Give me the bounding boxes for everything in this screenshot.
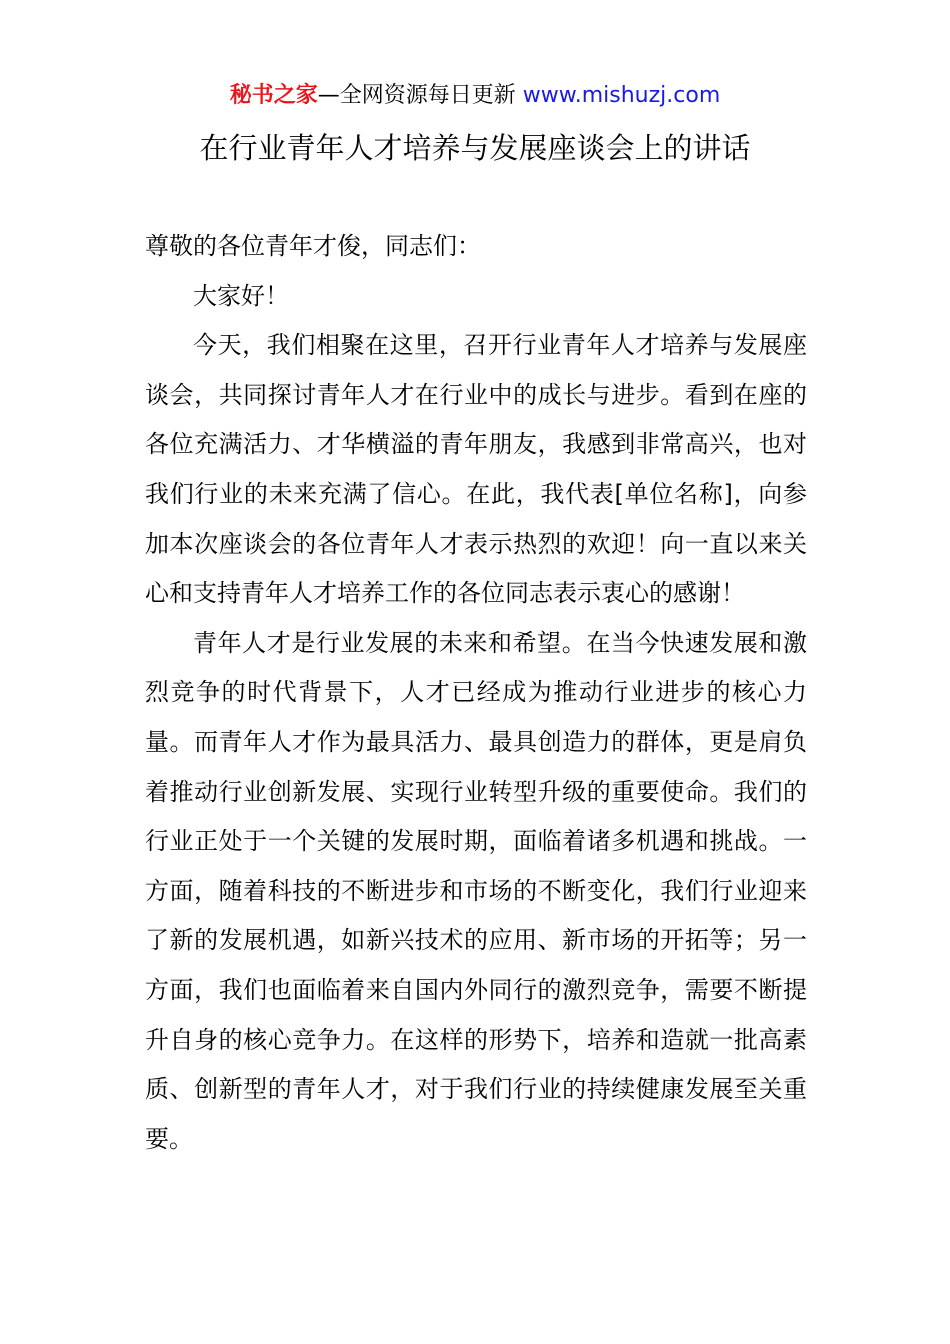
site-header <box>0 80 950 112</box>
salutation: 尊敬的各位青年才俊，同志们： <box>145 232 481 260</box>
document-body <box>145 222 807 1164</box>
document-title: 在行业青年人才培养与发展座谈会上的讲话 <box>199 131 751 165</box>
paragraph: 青年人才是行业发展的未来和希望。在当今快速发展和激烈竞争的时代背景下，人才已经成为推动行业进步的核心力量。而青年人才作为最具活力、最具创造力的群体，更是肩负着推动行业创新发展、实现行业转型升级的重要使命。我们的行业正处于一个关键的发展时期，面临着诸多机遇和挑战。一方面，随着科技的不断进步和市场的不断变化，我们行业迎来了新的发展机遇，如新兴技术的应用、新市场的开拓等；另一方面，我们也面临着来自国内外同行的激烈竞争，需要不断提升自身的核心竞争力。在这样的形势下，培养和造就一批高素质、创新型的青年人才，对于我们行业的持续健康发展至关重要。 <box>145 628 807 1153</box>
site-url-link[interactable]: www.mishuzj.com <box>522 83 721 108</box>
site-brand: 秘书之家 <box>229 83 318 108</box>
paragraph: 大家好！ <box>193 281 289 310</box>
site-slogan: —全网资源每日更新 <box>317 83 516 108</box>
paragraph: 今天，我们相聚在这里，召开行业青年人才培养与发展座谈会，共同探讨青年人才在行业中的成长与进步。看到在座的各位充满活力、才华横溢的青年朋友，我感到非常高兴，也对我们行业的未来充满了信心。在此，我代表[单位名称]，向参加本次座谈会的各位青年人才表示热烈的欢迎！向一直以来关心和支持青年人才培养工作的各位同志表示衷心的感谢！ <box>145 331 807 608</box>
